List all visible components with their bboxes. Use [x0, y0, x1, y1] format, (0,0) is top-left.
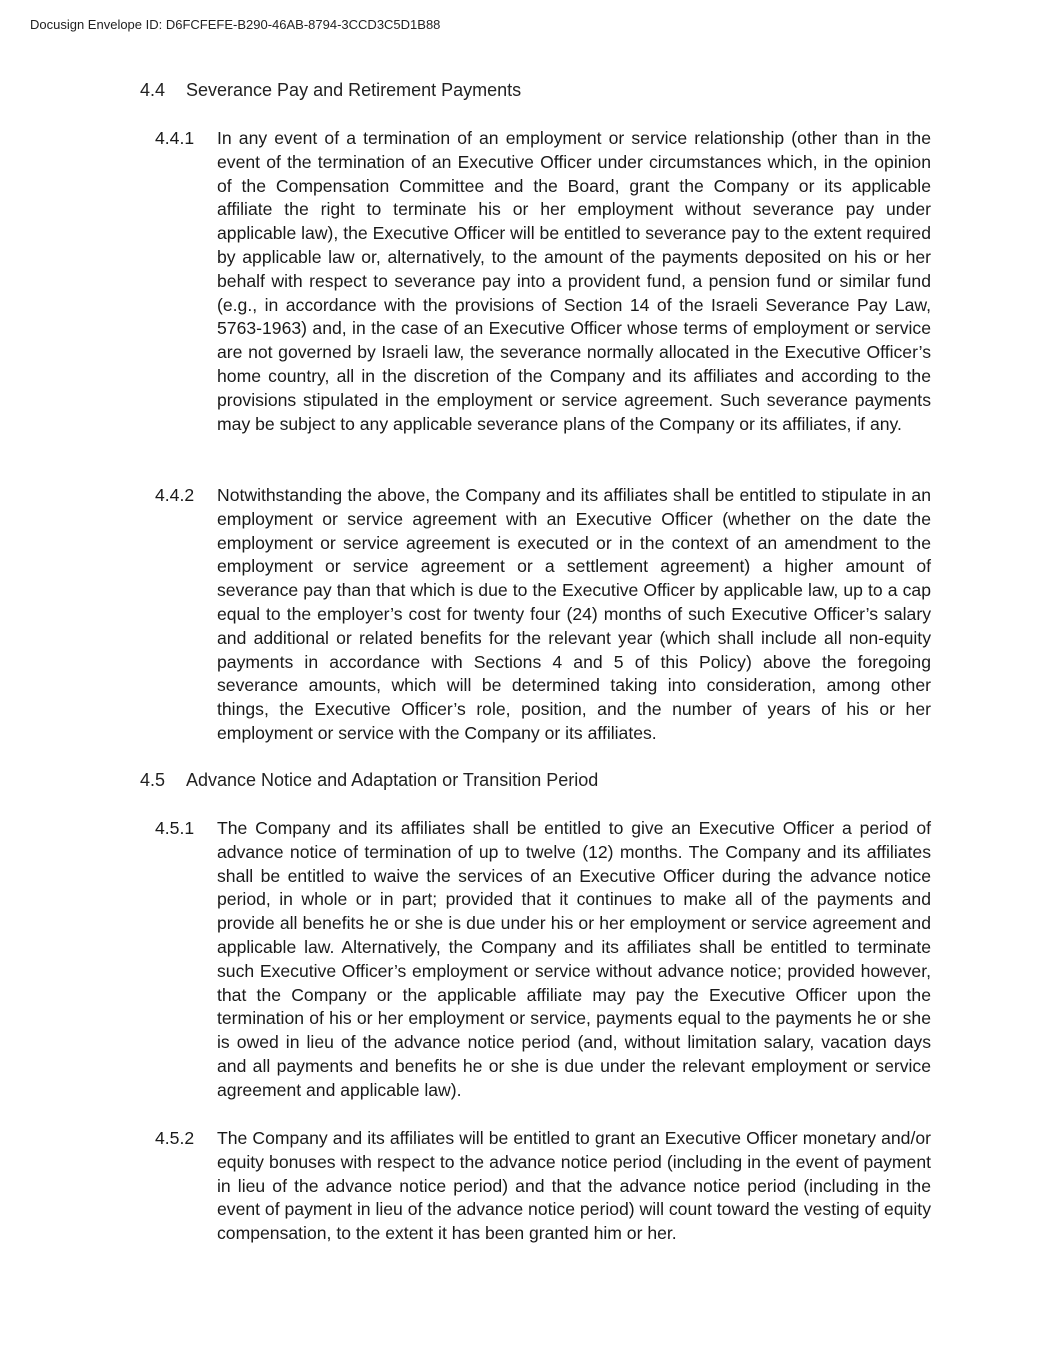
section-heading-4-5: [140, 770, 598, 791]
clause-text: The Company and its affiliates will be entitled to grant an Executive Officer monetary and/or equity bonuses with respect to the advance notice period (including in the event of payment in lieu of the advance notice period) and that the advance notice period (including in the event of payment in lieu of the advance notice period) will count toward the vesting of equity compensation, to the extent it has been granted him or her.: [217, 1128, 931, 1244]
clause-number: 4.5.1: [155, 818, 195, 838]
clause-4-5-1: [155, 817, 931, 1103]
clause-number: 4.4.2: [155, 485, 195, 505]
clause-4-5-2: [155, 1127, 931, 1246]
section-number: 4.4: [140, 80, 166, 100]
clause-text: In any event of a termination of an employment or service relationship (other than in the event of the termination of an Executive Officer under circumstances which, in the opinion of the Compensation Committee and the Board, grant the Company or its applicable affiliate the right to terminate his or her employment without severance pay under applicable law), the Executive Officer will be entitled to severance pay to the extent required by applicable law or, alternatively, to the amount of the payments deposited on his or her behalf with respect to severance pay into a provident fund, a pension fund or similar fund (e.g., in accordance with the provisions of Section 14 of the Israeli Severance Pay Law, 5763-1963) and, in the case of an Executive Officer whose terms of employment or service are not governed by Israeli law, the severance normally allocated in the Executive Officer’s home country, all in the discretion of the Company and its affiliates and according to the provisions stipulated in the employment or service agreement. Such severance payments may be subject to any applicable severance plans of the Company or its affiliates, if any.: [217, 128, 931, 434]
clause-4-4-2: [155, 484, 931, 746]
docusign-envelope-id: Docusign Envelope ID: D6FCFEFE-B290-46AB-8794-3CCD3C5D1B88: [30, 17, 441, 32]
clause-number: 4.5.2: [155, 1128, 195, 1148]
section-title: Advance Notice and Adaptation or Transition Period: [186, 770, 599, 790]
clause-text: Notwithstanding the above, the Company and its affiliates shall be entitled to stipulate in an employment or service agreement with an Executive Officer (whether on the date the employment or service agreement is executed or in the context of an amendment to the employment or service agreement or a settlement agreement) a higher amount of severance pay than that which is due to the Executive Officer by applicable law, up to a cap equal to the employer’s cost for twenty four (24) months of such Executive Officer’s salary and additional or related benefits for the relevant year (which shall include all non-equity payments in accordance with Sections 4 and 5 of this Policy) above the foregoing severance amounts, which will be determined taking into consideration, among other things, the Executive Officer’s role, position, and the number of years of his or her employment or service with the Company or its affiliates.: [217, 485, 931, 743]
section-number: 4.5: [140, 770, 166, 790]
section-title: Severance Pay and Retirement Payments: [186, 80, 522, 100]
clause-4-4-1: [155, 127, 931, 436]
section-heading-4-4: [140, 80, 521, 101]
clause-text: The Company and its affiliates shall be entitled to give an Executive Officer a period of advance notice of termination of up to twelve (12) months. The Company and its affiliates shall be entitled to waive the services of an Executive Officer during the advance notice period, in whole or in part; provided that it continues to make all of the payments and provide all benefits he or she is due under his or her employment or service agreement and applicable law. Alternatively, the Company and its affiliates shall be entitled to terminate such Executive Officer’s employment or service without advance notice; provided however, that the Company or the applicable affiliate may pay the Executive Officer upon the termination of his or her employment or service, payments equal to the payments he or she is owed in lieu of the advance notice period (and, without limitation salary, vacation days and all payments and benefits he or she is due under the relevant employment or service agreement and applicable law).: [217, 818, 931, 1100]
clause-number: 4.4.1: [155, 128, 195, 148]
